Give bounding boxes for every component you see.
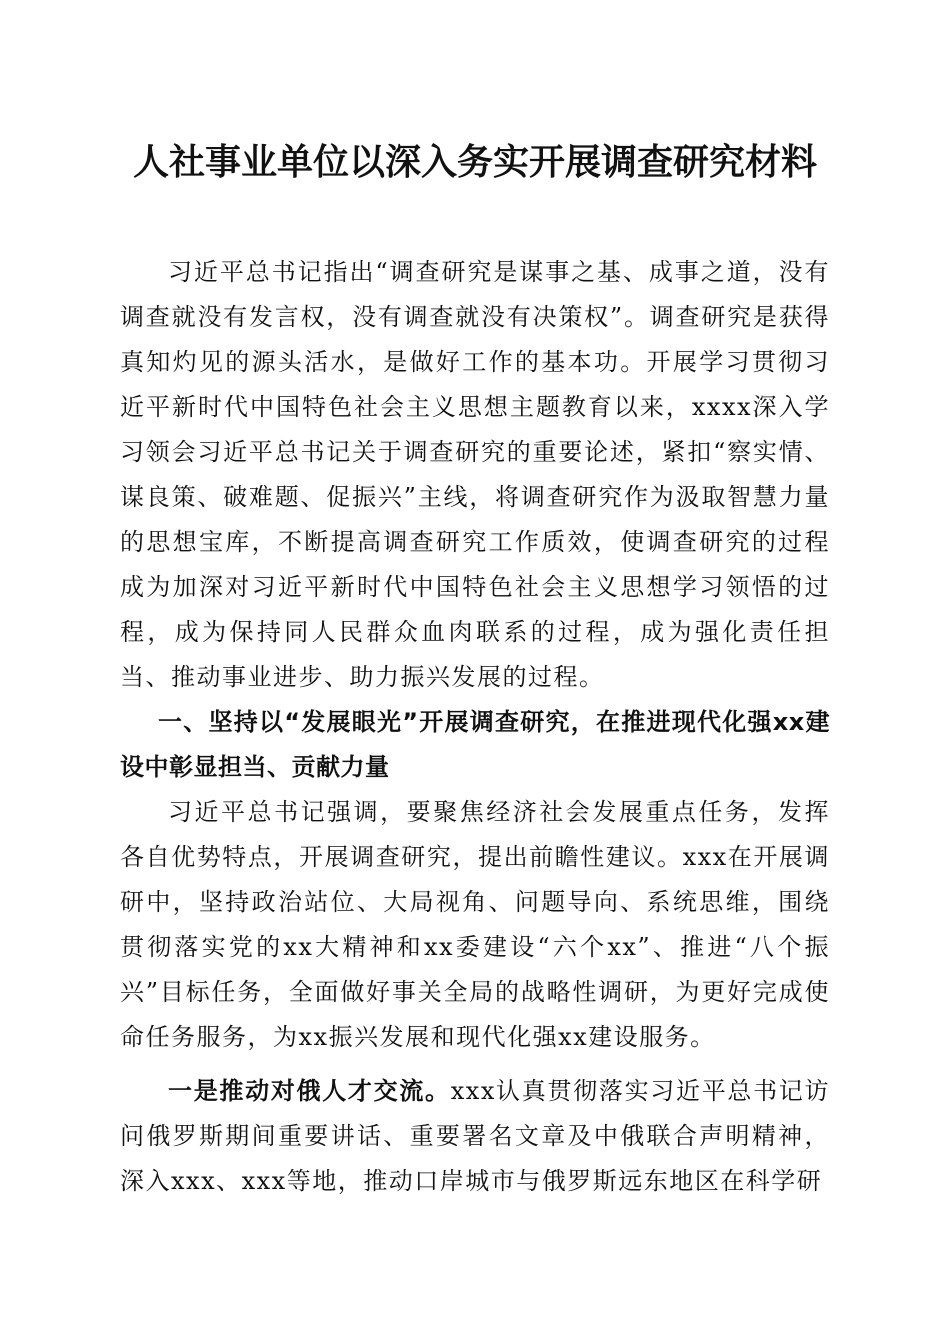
- body-paragraph-2: 习近平总书记强调，要聚焦经济社会发展重点任务，发挥各自优势特点，开展调查研究，提出前瞻性建议。xxx在开展调研中，坚持政治站位、大局视角、问题导向、系统思维，围绕贯彻落实党的xx大精神和xx委建设“六个xx”、推进“八个振兴”目标任务，全面做好事关全局的战略性调研，为更好完成使命任务服务，为xx振兴发展和现代化强xx建设服务。: [120, 798, 830, 1051]
- section-heading-1: 一、坚持以“发展眼光”开展调查研究，在推进现代化强xx建设中彰显担当、贡献力量: [120, 708, 830, 781]
- paragraph-lead-phrase: 一是推动对俄人才交流。: [168, 1076, 451, 1105]
- paragraph-body-text: xxx认真贯彻落实习近平总书记访问俄罗斯期间重要讲话、重要署名文章及中俄联合声明精神，深入xxx、xxx等地，推动口岸城市与俄罗斯远东地区在科学研: [120, 1077, 831, 1195]
- body-paragraph-3: [120, 1068, 830, 1204]
- body-paragraph-1: 习近平总书记指出“调查研究是谋事之基、成事之道，没有调查就没有发言权，没有调查就没有决策权”。调查研究是获得真知灼见的源头活水，是做好工作的基本功。开展学习贯彻习近平新时代中国特色社会主义思想主题教育以来，xxxx深入学习领会习近平总书记关于调查研究的重要论述，紧扣“察实情、谋良策、破难题、促振兴”主线，将调查研究作为汲取智慧力量的思想宝库，不断提高调查研究工作质效，使调查研究的过程成为加深对习近平新时代中国特色社会主义思想学习领悟的过程，成为保持同人民群众血肉联系的过程，成为强化责任担当、推动事业进步、助力振兴发展的过程。: [120, 258, 830, 691]
- document-title: 人社事业单位以深入务实开展调查研究材料: [132, 141, 817, 183]
